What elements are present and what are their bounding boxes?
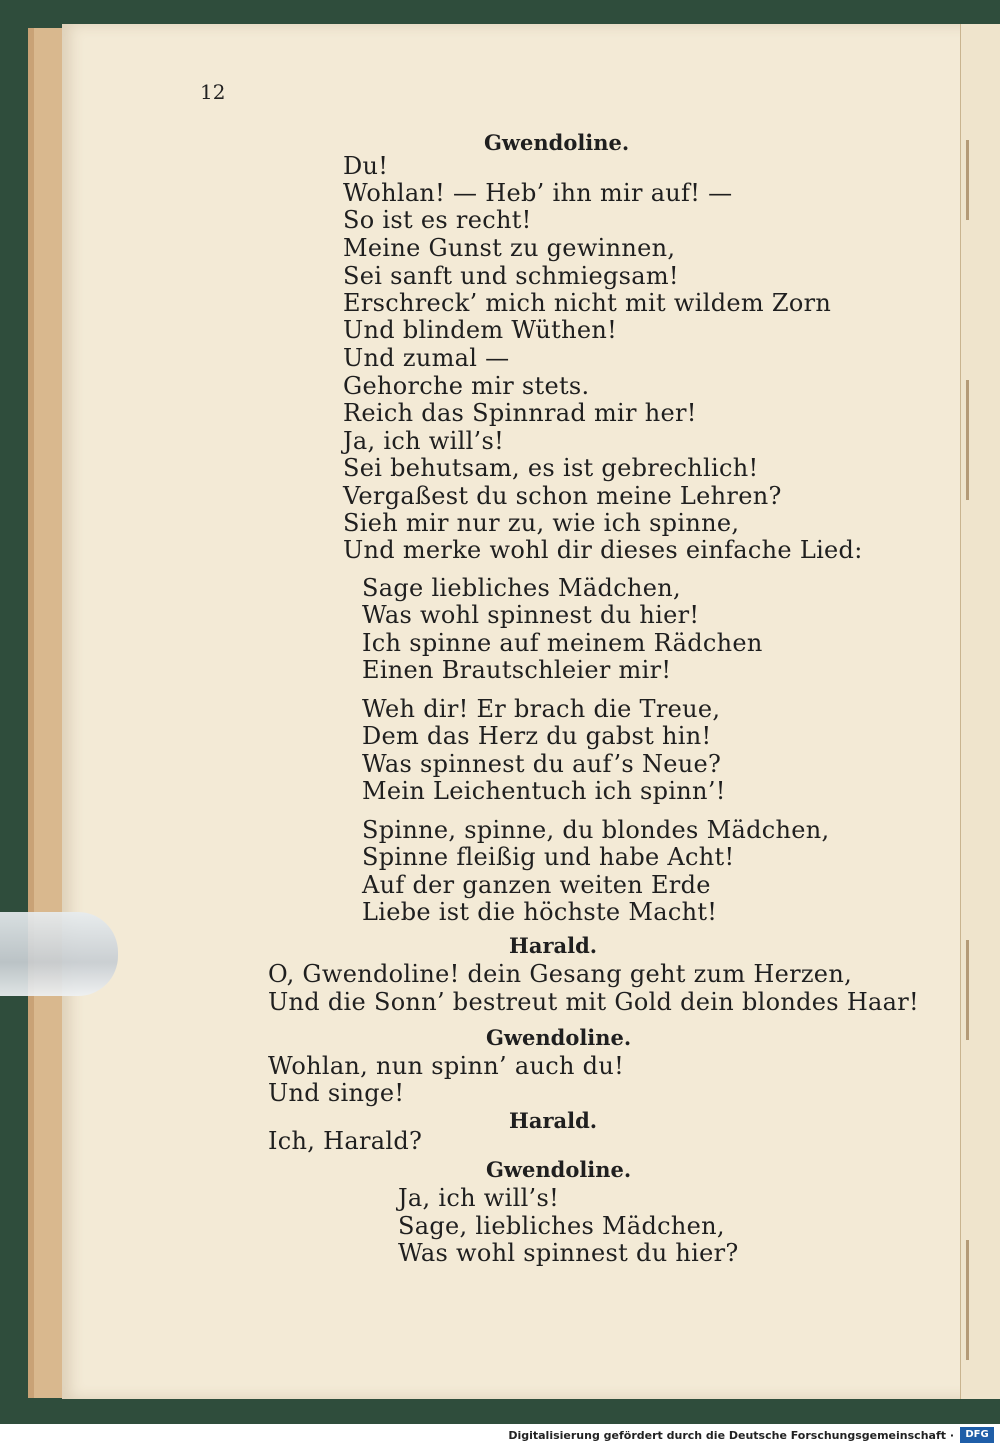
text-line: Du! bbox=[343, 152, 389, 180]
song-line: Einen Brautschleier mir! bbox=[362, 656, 672, 684]
song-line: Dem das Herz du gabst hin! bbox=[362, 722, 712, 750]
page-gutter bbox=[960, 24, 1000, 1399]
binding-stitch bbox=[966, 1240, 969, 1360]
song-line: Mein Leichentuch ich spinn’! bbox=[362, 777, 726, 805]
dfg-logo: DFG bbox=[960, 1427, 994, 1443]
song-line: Auf der ganzen weiten Erde bbox=[362, 871, 711, 899]
text-line: Sieh mir nur zu, wie ich spinne, bbox=[343, 509, 740, 537]
text-line: Sage, liebliches Mädchen, bbox=[398, 1212, 725, 1240]
text-line: Ich, Harald? bbox=[268, 1127, 423, 1155]
text-line: Erschreck’ mich nicht mit wildem Zorn bbox=[343, 289, 832, 317]
speaker-gwendoline: Gwendoline. bbox=[486, 1157, 632, 1182]
text-line: Und zumal — bbox=[343, 344, 510, 372]
binding-stitch bbox=[966, 140, 969, 220]
text-line: So ist es recht! bbox=[343, 206, 532, 234]
song-line: Spinne fleißig und habe Acht! bbox=[362, 843, 735, 871]
speaker-harald: Harald. bbox=[509, 1108, 598, 1133]
binding-stitch bbox=[966, 380, 969, 500]
text-line: Und singe! bbox=[268, 1079, 405, 1107]
book-clip-tab bbox=[0, 912, 118, 996]
text-line: Sei sanft und schmiegsam! bbox=[343, 262, 679, 290]
text-line: Und merke wohl dir dieses einfache Lied: bbox=[343, 536, 863, 564]
footer-credit: Digitalisierung gefördert durch die Deutsche Forschungsgemeinschaft · bbox=[508, 1429, 954, 1442]
text-line: Was wohl spinnest du hier? bbox=[398, 1239, 739, 1267]
text-line: Gehorche mir stets. bbox=[343, 372, 590, 400]
text-line: Sei behutsam, es ist gebrechlich! bbox=[343, 454, 759, 482]
text-line: Wohlan! — Heb’ ihn mir auf! — bbox=[343, 179, 733, 207]
song-line: Sage liebliches Mädchen, bbox=[362, 574, 681, 602]
text-line: O, Gwendoline! dein Gesang geht zum Herzen, bbox=[268, 960, 853, 988]
binding-stitch bbox=[966, 940, 969, 1040]
text-line: Reich das Spinnrad mir her! bbox=[343, 399, 697, 427]
song-line: Weh dir! Er brach die Treue, bbox=[362, 695, 721, 723]
song-line: Was spinnest du auf’s Neue? bbox=[362, 750, 722, 778]
song-line: Liebe ist die höchste Macht! bbox=[362, 898, 718, 926]
text-line: Vergaßest du schon meine Lehren? bbox=[343, 482, 782, 510]
text-line: Und die Sonn’ bestreut mit Gold dein blondes Haar! bbox=[268, 988, 919, 1016]
speaker-harald: Harald. bbox=[509, 933, 598, 958]
text-line: Meine Gunst zu gewinnen, bbox=[343, 234, 676, 262]
song-line: Was wohl spinnest du hier! bbox=[362, 601, 700, 629]
song-line: Spinne, spinne, du blondes Mädchen, bbox=[362, 816, 830, 844]
song-line: Ich spinne auf meinem Rädchen bbox=[362, 629, 763, 657]
text-line: Wohlan, nun spinn’ auch du! bbox=[268, 1052, 625, 1080]
text-line: Und blindem Wüthen! bbox=[343, 316, 618, 344]
text-line: Ja, ich will’s! bbox=[343, 427, 505, 455]
speaker-gwendoline: Gwendoline. bbox=[484, 130, 630, 155]
text-line: Ja, ich will’s! bbox=[398, 1184, 560, 1212]
page-number: 12 bbox=[200, 80, 226, 104]
speaker-gwendoline: Gwendoline. bbox=[486, 1025, 632, 1050]
